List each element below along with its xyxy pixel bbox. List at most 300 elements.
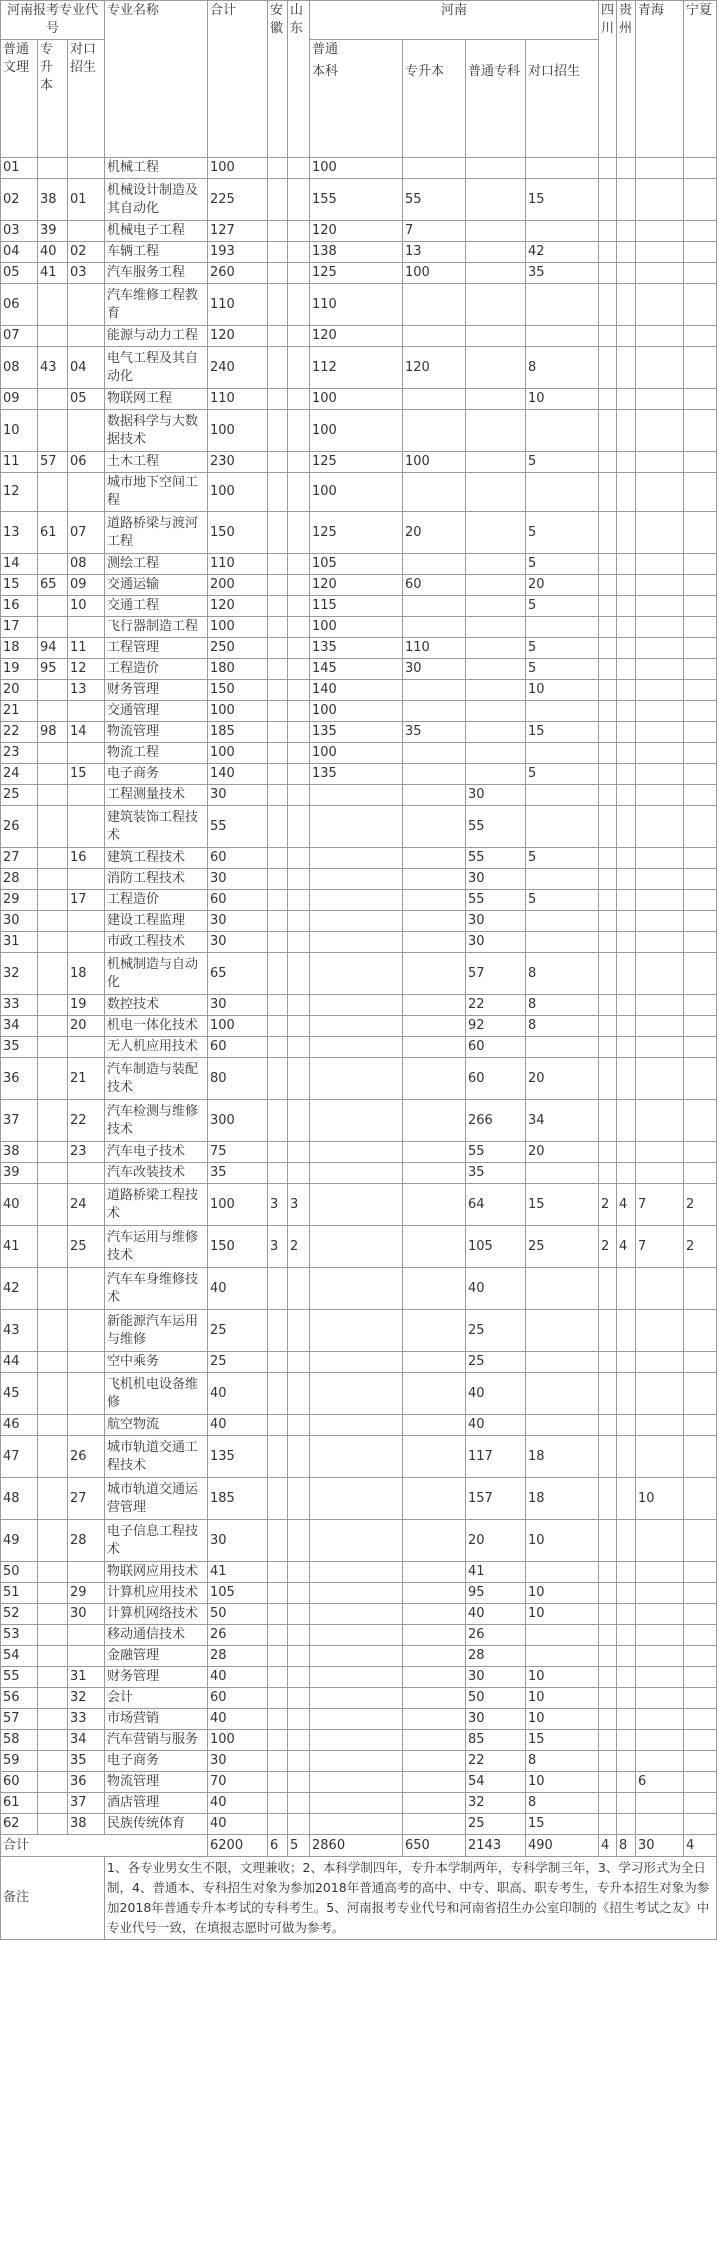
code-duikou-cell: 22 [68,1100,105,1142]
henan-putong-benke-cell: 125 [310,452,403,473]
henan-putong-zhuanke-cell: 30 [466,785,526,806]
total-cell: 260 [208,263,268,284]
ningxia-cell [684,596,717,617]
henan-putong-zhuanke-cell [466,452,526,473]
henan-putong-zhuanke-cell: 95 [466,1583,526,1604]
henan-zhuanshengben-cell [403,932,466,953]
anhui-cell [268,326,288,347]
henan-duikou-cell: 5 [526,512,599,554]
anhui-cell [268,410,288,452]
header-putong-benke-bottom: 本科 [312,64,339,79]
major-name-cell: 飞行器制造工程 [105,617,208,638]
sichuan-cell [599,1373,617,1415]
sichuan-cell [599,806,617,848]
henan-putong-zhuanke-cell: 157 [466,1478,526,1520]
major-name-cell: 工程管理 [105,638,208,659]
ningxia-cell [684,512,717,554]
code-zhuanshengben-cell [38,326,68,347]
henan-putong-benke-cell: 100 [310,701,403,722]
ningxia-cell [684,1730,717,1751]
code-wenli-cell: 36 [1,1058,38,1100]
sichuan-cell [599,596,617,617]
totals-ningxia-cell: 4 [684,1835,717,1857]
code-zhuanshengben-cell [38,1772,68,1793]
henan-putong-zhuanke-cell: 26 [466,1625,526,1646]
shandong-cell [288,347,310,389]
henan-putong-benke-cell: 105 [310,554,403,575]
code-zhuanshengben-cell [38,1037,68,1058]
guizhou-cell [617,1163,636,1184]
total-cell: 240 [208,347,268,389]
henan-putong-benke-cell: 100 [310,389,403,410]
total-cell: 60 [208,848,268,869]
qinghai-cell [636,1751,684,1772]
code-zhuanshengben-cell [38,1520,68,1562]
henan-duikou-cell [526,326,599,347]
code-wenli-cell: 59 [1,1751,38,1772]
henan-putong-zhuanke-cell [466,722,526,743]
henan-zhuanshengben-cell [403,785,466,806]
henan-duikou-cell: 15 [526,1184,599,1226]
shandong-cell [288,1667,310,1688]
total-cell: 26 [208,1625,268,1646]
ningxia-cell [684,473,717,512]
code-wenli-cell: 46 [1,1415,38,1436]
henan-zhuanshengben-cell [403,1583,466,1604]
henan-duikou-cell [526,1310,599,1352]
guizhou-cell [617,848,636,869]
code-wenli-cell: 08 [1,347,38,389]
sichuan-cell: 2 [599,1226,617,1268]
table-row [1,1016,717,1037]
henan-putong-zhuanke-cell: 105 [466,1226,526,1268]
total-cell: 65 [208,953,268,995]
anhui-cell [268,743,288,764]
qinghai-cell [636,932,684,953]
table-row [1,389,717,410]
guizhou-cell [617,1772,636,1793]
henan-putong-benke-cell: 140 [310,680,403,701]
code-duikou-cell: 38 [68,1814,105,1835]
code-zhuanshengben-cell: 65 [38,575,68,596]
total-cell: 193 [208,242,268,263]
table-row [1,1352,717,1373]
code-duikou-cell [68,1373,105,1415]
sichuan-cell [599,1646,617,1667]
code-duikou-cell [68,221,105,242]
henan-zhuanshengben-cell [403,1037,466,1058]
henan-putong-zhuanke-cell [466,284,526,326]
qinghai-cell [636,680,684,701]
sichuan-cell [599,179,617,221]
qinghai-cell [636,617,684,638]
guizhou-cell [617,911,636,932]
code-duikou-cell: 06 [68,452,105,473]
henan-zhuanshengben-cell [403,473,466,512]
major-name-cell: 城市轨道交通工程技术 [105,1436,208,1478]
code-zhuanshengben-cell [38,158,68,179]
ningxia-cell [684,848,717,869]
total-cell: 30 [208,869,268,890]
henan-putong-benke-cell [310,1667,403,1688]
henan-duikou-cell [526,221,599,242]
henan-putong-benke-cell [310,1709,403,1730]
major-name-cell: 电子信息工程技术 [105,1520,208,1562]
sichuan-cell [599,1352,617,1373]
henan-zhuanshengben-cell [403,1016,466,1037]
henan-putong-zhuanke-cell: 20 [466,1520,526,1562]
guizhou-cell [617,1730,636,1751]
code-zhuanshengben-cell [38,1058,68,1100]
anhui-cell [268,932,288,953]
table-row [1,1730,717,1751]
sichuan-cell [599,575,617,596]
sichuan-cell [599,1814,617,1835]
header-code-zhuanshengben: 专升本 [38,40,68,158]
henan-zhuanshengben-cell [403,410,466,452]
henan-zhuanshengben-cell: 20 [403,512,466,554]
shandong-cell [288,932,310,953]
total-cell: 110 [208,389,268,410]
code-wenli-cell: 53 [1,1625,38,1646]
henan-putong-benke-cell: 120 [310,326,403,347]
sichuan-cell [599,1625,617,1646]
code-duikou-cell: 29 [68,1583,105,1604]
anhui-cell [268,1373,288,1415]
code-wenli-cell: 62 [1,1814,38,1835]
code-duikou-cell: 26 [68,1436,105,1478]
henan-putong-zhuanke-cell [466,596,526,617]
henan-putong-zhuanke-cell [466,512,526,554]
henan-duikou-cell: 42 [526,242,599,263]
table-row [1,575,717,596]
code-zhuanshengben-cell [38,596,68,617]
code-zhuanshengben-cell [38,1583,68,1604]
guizhou-cell [617,869,636,890]
total-cell: 127 [208,221,268,242]
code-wenli-cell: 33 [1,995,38,1016]
table-row [1,347,717,389]
qinghai-cell: 7 [636,1226,684,1268]
qinghai-cell [636,1625,684,1646]
sichuan-cell [599,890,617,911]
henan-zhuanshengben-cell [403,1604,466,1625]
anhui-cell [268,1562,288,1583]
totals-total-cell: 6200 [208,1835,268,1857]
shandong-cell [288,1562,310,1583]
header-henan: 河南 [310,1,599,40]
ningxia-cell [684,1058,717,1100]
major-name-cell: 数据科学与大数据技术 [105,410,208,452]
henan-putong-zhuanke-cell [466,389,526,410]
shandong-cell [288,1163,310,1184]
qinghai-cell [636,1562,684,1583]
code-duikou-cell [68,743,105,764]
henan-zhuanshengben-cell [403,1667,466,1688]
code-zhuanshengben-cell [38,1814,68,1835]
code-wenli-cell: 50 [1,1562,38,1583]
major-name-cell: 机械制造与自动化 [105,953,208,995]
total-cell: 230 [208,452,268,473]
ningxia-cell [684,389,717,410]
shandong-cell [288,1814,310,1835]
table-row [1,452,717,473]
major-name-cell: 汽车维修工程教育 [105,284,208,326]
code-zhuanshengben-cell [38,1415,68,1436]
henan-putong-benke-cell [310,806,403,848]
code-duikou-cell: 23 [68,1142,105,1163]
header-ningxia: 宁夏 [684,1,717,158]
table-row [1,1709,717,1730]
code-duikou-cell: 03 [68,263,105,284]
total-cell: 30 [208,911,268,932]
code-wenli-cell: 47 [1,1436,38,1478]
total-cell: 110 [208,554,268,575]
henan-duikou-cell: 10 [526,1688,599,1709]
code-zhuanshengben-cell [38,848,68,869]
henan-zhuanshengben-cell [403,1772,466,1793]
code-duikou-cell [68,1415,105,1436]
table-row [1,743,717,764]
anhui-cell [268,242,288,263]
guizhou-cell: 4 [617,1184,636,1226]
guizhou-cell [617,722,636,743]
henan-putong-benke-cell [310,1562,403,1583]
code-duikou-cell: 30 [68,1604,105,1625]
henan-putong-benke-cell [310,932,403,953]
code-zhuanshengben-cell: 41 [38,263,68,284]
total-cell: 28 [208,1646,268,1667]
anhui-cell [268,638,288,659]
code-wenli-cell: 13 [1,512,38,554]
major-name-cell: 会计 [105,1688,208,1709]
henan-putong-zhuanke-cell: 50 [466,1688,526,1709]
qinghai-cell [636,1667,684,1688]
henan-putong-benke-cell [310,1373,403,1415]
code-wenli-cell: 32 [1,953,38,995]
code-zhuanshengben-cell: 95 [38,659,68,680]
henan-putong-zhuanke-cell: 30 [466,932,526,953]
code-wenli-cell: 45 [1,1373,38,1415]
code-wenli-cell: 10 [1,410,38,452]
henan-zhuanshengben-cell [403,848,466,869]
henan-zhuanshengben-cell: 55 [403,179,466,221]
sichuan-cell [599,785,617,806]
henan-zhuanshengben-cell [403,284,466,326]
qinghai-cell [636,242,684,263]
sichuan-cell [599,1709,617,1730]
major-name-cell: 建设工程监理 [105,911,208,932]
table-row [1,1520,717,1562]
anhui-cell [268,869,288,890]
total-cell: 60 [208,1037,268,1058]
sichuan-cell [599,221,617,242]
guizhou-cell [617,638,636,659]
ningxia-cell [684,932,717,953]
anhui-cell [268,1352,288,1373]
anhui-cell [268,1478,288,1520]
henan-putong-zhuanke-cell: 54 [466,1772,526,1793]
table-row [1,1625,717,1646]
henan-putong-zhuanke-cell: 25 [466,1814,526,1835]
code-duikou-cell: 18 [68,953,105,995]
guizhou-cell [617,179,636,221]
henan-duikou-cell: 20 [526,1142,599,1163]
code-zhuanshengben-cell: 98 [38,722,68,743]
henan-zhuanshengben-cell [403,764,466,785]
anhui-cell [268,221,288,242]
total-cell: 30 [208,1520,268,1562]
table-row [1,554,717,575]
code-duikou-cell: 24 [68,1184,105,1226]
table-row [1,806,717,848]
table-row [1,1814,717,1835]
anhui-cell [268,347,288,389]
major-name-cell: 航空物流 [105,1415,208,1436]
code-zhuanshengben-cell [38,473,68,512]
code-wenli-cell: 18 [1,638,38,659]
qinghai-cell [636,1520,684,1562]
code-zhuanshengben-cell [38,1751,68,1772]
anhui-cell [268,389,288,410]
guizhou-cell [617,1709,636,1730]
henan-duikou-cell [526,932,599,953]
sichuan-cell [599,680,617,701]
total-cell: 35 [208,1163,268,1184]
total-cell: 225 [208,179,268,221]
shandong-cell [288,389,310,410]
total-cell: 40 [208,1667,268,1688]
code-duikou-cell: 02 [68,242,105,263]
henan-putong-zhuanke-cell: 55 [466,806,526,848]
sichuan-cell [599,764,617,785]
code-zhuanshengben-cell: 57 [38,452,68,473]
sichuan-cell [599,701,617,722]
code-zhuanshengben-cell [38,680,68,701]
qinghai-cell [636,410,684,452]
henan-duikou-cell: 34 [526,1100,599,1142]
major-name-cell: 市场营销 [105,1709,208,1730]
total-cell: 100 [208,1730,268,1751]
qinghai-cell [636,554,684,575]
ningxia-cell [684,743,717,764]
code-wenli-cell: 28 [1,869,38,890]
table-row [1,953,717,995]
guizhou-cell [617,1373,636,1415]
header-anhui: 安徽 [268,1,288,158]
table-row [1,785,717,806]
ningxia-cell [684,1625,717,1646]
guizhou-cell [617,890,636,911]
guizhou-cell [617,1604,636,1625]
henan-duikou-cell: 15 [526,722,599,743]
qinghai-cell [636,722,684,743]
total-cell: 80 [208,1058,268,1100]
major-name-cell: 电气工程及其自动化 [105,347,208,389]
code-wenli-cell: 40 [1,1184,38,1226]
code-wenli-cell: 56 [1,1688,38,1709]
henan-zhuanshengben-cell [403,1163,466,1184]
total-cell: 100 [208,617,268,638]
henan-duikou-cell: 5 [526,764,599,785]
shandong-cell [288,284,310,326]
ningxia-cell [684,1646,717,1667]
code-zhuanshengben-cell [38,284,68,326]
header-total: 合计 [208,1,268,158]
header-shandong: 山东 [288,1,310,158]
anhui-cell [268,1142,288,1163]
henan-zhuanshengben-cell [403,953,466,995]
totals-row [1,1835,717,1857]
henan-zhuanshengben-cell [403,1352,466,1373]
code-zhuanshengben-cell [38,617,68,638]
guizhou-cell [617,473,636,512]
code-zhuanshengben-cell [38,554,68,575]
ningxia-cell [684,953,717,995]
ningxia-cell [684,1373,717,1415]
henan-zhuanshengben-cell [403,554,466,575]
total-cell: 120 [208,326,268,347]
header-row-1 [1,1,717,40]
guizhou-cell [617,1625,636,1646]
henan-zhuanshengben-cell [403,1436,466,1478]
ningxia-cell: 2 [684,1184,717,1226]
header-henan-zhuanshengben [403,40,466,158]
code-wenli-cell: 43 [1,1310,38,1352]
qinghai-cell [636,179,684,221]
remark-label: 备注 [1,1857,105,1940]
ningxia-cell [684,995,717,1016]
shandong-cell [288,1730,310,1751]
guizhou-cell [617,1100,636,1142]
major-name-cell: 汽车电子技术 [105,1142,208,1163]
major-name-cell: 计算机应用技术 [105,1583,208,1604]
code-duikou-cell [68,701,105,722]
guizhou-cell [617,221,636,242]
sichuan-cell [599,554,617,575]
anhui-cell [268,1037,288,1058]
code-wenli-cell: 35 [1,1037,38,1058]
major-name-cell: 新能源汽车运用与维修 [105,1310,208,1352]
guizhou-cell [617,1037,636,1058]
major-name-cell: 无人机应用技术 [105,1037,208,1058]
shandong-cell [288,1268,310,1310]
ningxia-cell [684,347,717,389]
code-duikou-cell: 35 [68,1751,105,1772]
table-row [1,617,717,638]
code-zhuanshengben-cell [38,1142,68,1163]
major-name-cell: 机械电子工程 [105,221,208,242]
henan-duikou-cell [526,410,599,452]
henan-duikou-cell [526,284,599,326]
code-zhuanshengben-cell: 61 [38,512,68,554]
ningxia-cell [684,1100,717,1142]
table-row [1,764,717,785]
table-row [1,890,717,911]
major-name-cell: 汽车运用与维修技术 [105,1226,208,1268]
qinghai-cell [636,890,684,911]
henan-putong-zhuanke-cell: 25 [466,1310,526,1352]
anhui-cell [268,1310,288,1352]
ningxia-cell [684,452,717,473]
code-zhuanshengben-cell [38,1163,68,1184]
total-cell: 135 [208,1436,268,1478]
total-cell: 30 [208,785,268,806]
header-sichuan: 四川 [599,1,617,158]
henan-putong-zhuanke-cell [466,764,526,785]
henan-putong-benke-cell [310,1142,403,1163]
table-row [1,995,717,1016]
